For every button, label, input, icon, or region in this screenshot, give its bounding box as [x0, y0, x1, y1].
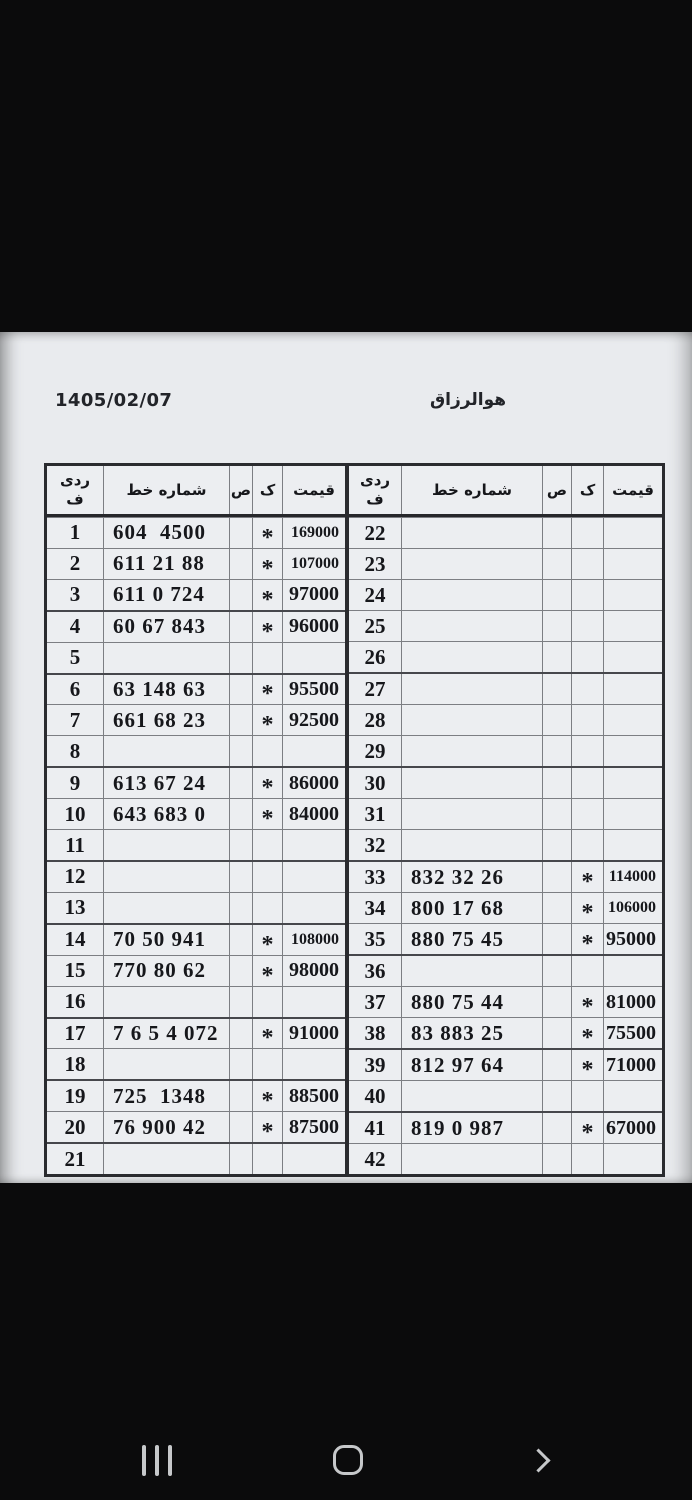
s-cell [229, 799, 252, 829]
mark-cell [571, 705, 603, 735]
price-cell: 107000 [282, 549, 345, 579]
table-row [349, 1048, 662, 1083]
header-phone-column: شماره خط [401, 466, 542, 514]
price-cell: 87500 [282, 1112, 345, 1142]
mark-cell: * [252, 518, 282, 548]
s-cell [229, 675, 252, 705]
mark-cell [252, 893, 282, 923]
row-number-cell: 36 [364, 958, 386, 983]
back-button[interactable] [518, 1436, 566, 1484]
phone-number-cell: 63 148 63 [103, 675, 229, 705]
phone-number-cell [103, 862, 229, 892]
price-cell [603, 736, 662, 766]
mark-cell [252, 1049, 282, 1079]
mark-cell: * [252, 580, 282, 610]
s-cell [542, 956, 571, 986]
price-cell: 98000 [282, 956, 345, 986]
s-cell [229, 987, 252, 1017]
phone-number-cell [401, 705, 542, 735]
row-number-cell: 11 [65, 832, 85, 857]
row-number-cell: 34 [364, 895, 386, 920]
s-cell [542, 705, 571, 735]
scanned-document [0, 332, 692, 1183]
price-cell [282, 1144, 345, 1174]
s-cell [542, 580, 571, 610]
s-cell [229, 549, 252, 579]
document-date: 1405/02/07 [55, 390, 173, 411]
mark-cell: * [252, 799, 282, 829]
phone-number-cell [401, 549, 542, 579]
mark-cell [571, 1144, 603, 1174]
price-cell [603, 518, 662, 548]
price-cell [603, 580, 662, 610]
mark-cell: * [252, 1112, 282, 1142]
row-number-cell: 14 [64, 927, 86, 952]
phone-number-cell: 770 80 62 [103, 956, 229, 986]
row-number-cell: 22 [364, 520, 386, 545]
phone-number-cell [401, 736, 542, 766]
s-cell [542, 549, 571, 579]
row-number-cell: 20 [64, 1114, 86, 1139]
phone-number-cell [103, 987, 229, 1017]
mark-cell [571, 518, 603, 548]
s-cell [229, 736, 252, 766]
s-cell [542, 799, 571, 829]
mark-cell: * [252, 1019, 282, 1049]
header-row-label-line2: ف [366, 490, 384, 508]
table-row [47, 642, 345, 673]
price-cell [603, 1144, 662, 1174]
phone-number-cell [401, 642, 542, 672]
s-cell [542, 1113, 571, 1143]
table-row [47, 673, 345, 708]
price-cell: 81000 [603, 987, 662, 1017]
row-number-cell: 31 [364, 801, 386, 826]
row-number-cell: 21 [64, 1146, 86, 1171]
price-cell [603, 611, 662, 641]
header-row-label-line2: ف [66, 490, 84, 508]
mark-cell [571, 799, 603, 829]
row-number-cell: 3 [69, 582, 81, 607]
mark-cell: * [571, 924, 603, 954]
s-cell [542, 1081, 571, 1111]
s-cell [542, 642, 571, 672]
table-header-row [349, 466, 662, 517]
table-row [349, 579, 662, 610]
chevron-right-icon [526, 1448, 550, 1472]
s-cell [229, 1081, 252, 1111]
price-cell: 108000 [282, 925, 345, 955]
row-number-cell: 41 [364, 1115, 386, 1140]
row-number-cell: 37 [364, 989, 386, 1014]
phone-number-cell [401, 580, 542, 610]
table-header-row [47, 466, 345, 517]
price-cell [282, 830, 345, 860]
mark-cell [571, 549, 603, 579]
row-number-cell: 1 [69, 520, 81, 545]
table-row [349, 548, 662, 579]
price-cell [603, 642, 662, 672]
table-row [47, 610, 345, 645]
row-number-cell: 39 [364, 1052, 386, 1077]
table-row [349, 672, 662, 704]
mark-cell: * [571, 893, 603, 923]
phone-number-cell [401, 611, 542, 641]
price-cell: 67000 [603, 1113, 662, 1143]
mark-cell [571, 1081, 603, 1111]
s-cell [229, 1112, 252, 1142]
table-row [349, 923, 662, 957]
row-number-cell: 30 [364, 770, 386, 795]
s-cell [229, 643, 252, 673]
phone-number-cell [103, 736, 229, 766]
price-table [44, 463, 665, 1177]
s-cell [229, 862, 252, 892]
mark-cell [571, 642, 603, 672]
row-number-cell: 38 [364, 1020, 386, 1045]
row-number-cell: 32 [364, 832, 386, 857]
table-row [47, 1079, 345, 1115]
header-row-label-line1: ردی [359, 471, 391, 490]
table-row [349, 766, 662, 798]
price-cell [282, 893, 345, 923]
mark-cell: * [571, 1050, 603, 1080]
s-cell [229, 893, 252, 923]
mark-cell: * [571, 1018, 603, 1048]
row-number-cell: 13 [64, 895, 86, 920]
price-cell [603, 799, 662, 829]
table-row [47, 1048, 345, 1079]
table-row [349, 1143, 662, 1174]
home-squircle-icon [333, 1445, 363, 1475]
table-row [47, 986, 345, 1017]
mark-cell: * [252, 1081, 282, 1111]
row-number-cell: 27 [364, 676, 386, 701]
table-row [47, 517, 345, 551]
table-row [349, 1111, 662, 1146]
mark-cell: * [252, 612, 282, 642]
price-cell: 86000 [282, 768, 345, 798]
phone-number-cell: 819 0 987 [401, 1113, 542, 1143]
phone-number-cell: 613 67 24 [103, 768, 229, 798]
phone-number-cell: 880 75 45 [401, 924, 542, 954]
phone-number-cell [401, 956, 542, 986]
table-row [349, 860, 662, 895]
row-number-cell: 40 [364, 1083, 386, 1108]
price-cell [282, 1049, 345, 1079]
row-number-cell: 25 [364, 613, 386, 638]
mark-cell [571, 956, 603, 986]
table-row [47, 766, 345, 802]
table-row [47, 1142, 345, 1174]
phone-number-cell: 800 17 68 [401, 893, 542, 923]
row-number-cell: 33 [364, 864, 386, 889]
phone-number-cell [401, 1144, 542, 1174]
s-cell [542, 924, 571, 954]
row-number-cell: 28 [364, 707, 386, 732]
header-s-column: ص [229, 466, 252, 514]
price-cell: 95500 [282, 675, 345, 705]
table-row [47, 548, 345, 582]
price-cell: 88500 [282, 1081, 345, 1111]
row-number-cell: 2 [69, 551, 81, 576]
table-row [47, 829, 345, 860]
mark-cell [571, 611, 603, 641]
price-cell [282, 643, 345, 673]
s-cell [542, 1144, 571, 1174]
price-cell: 95000 [603, 924, 662, 954]
mark-cell [252, 643, 282, 673]
phone-number-cell: 643 683 0 [103, 799, 229, 829]
mark-cell: * [252, 675, 282, 705]
table-right-half [345, 466, 662, 1174]
mark-cell: * [252, 925, 282, 955]
price-cell [603, 674, 662, 704]
s-cell [542, 611, 571, 641]
price-cell: 91000 [282, 1019, 345, 1049]
price-cell: 96000 [282, 612, 345, 642]
phone-number-cell [401, 830, 542, 860]
header-row-column [349, 466, 401, 514]
table-row [47, 579, 345, 613]
header-s-column: ص [542, 466, 571, 514]
row-number-cell: 23 [364, 551, 386, 576]
mark-cell [571, 768, 603, 798]
price-cell [603, 768, 662, 798]
table-row [349, 1017, 662, 1051]
row-number-cell: 24 [364, 582, 386, 607]
table-row [349, 517, 662, 548]
s-cell [229, 1019, 252, 1049]
row-number-cell: 17 [64, 1020, 86, 1045]
s-cell [542, 1050, 571, 1080]
phone-number-cell [401, 799, 542, 829]
phone-number-cell: 880 75 44 [401, 987, 542, 1017]
recents-button[interactable] [133, 1436, 181, 1484]
recents-bars-icon [142, 1445, 172, 1476]
price-cell [603, 956, 662, 986]
table-row [349, 1080, 662, 1111]
mark-cell [252, 830, 282, 860]
mark-cell [252, 736, 282, 766]
table-row [47, 1017, 345, 1052]
phone-number-cell: 7 6 5 4 072 [103, 1019, 229, 1049]
s-cell [542, 674, 571, 704]
price-cell [603, 705, 662, 735]
s-cell [542, 1018, 571, 1048]
s-cell [229, 830, 252, 860]
price-cell: 114000 [603, 862, 662, 892]
s-cell [542, 518, 571, 548]
phone-number-cell [401, 674, 542, 704]
table-row [349, 829, 662, 860]
s-cell [229, 705, 252, 735]
table-row [349, 610, 662, 641]
mark-cell [252, 862, 282, 892]
phone-number-cell: 611 21 88 [103, 549, 229, 579]
phone-number-cell: 604 4500 [103, 518, 229, 548]
phone-number-cell [401, 518, 542, 548]
home-button[interactable] [324, 1436, 372, 1484]
mark-cell [571, 674, 603, 704]
price-cell: 71000 [603, 1050, 662, 1080]
mark-cell [571, 580, 603, 610]
document-title: هوالرزاق [429, 390, 507, 410]
mark-cell: * [571, 987, 603, 1017]
s-cell [542, 830, 571, 860]
table-left-half [47, 466, 345, 1174]
row-number-cell: 18 [64, 1051, 86, 1076]
phone-number-cell [103, 893, 229, 923]
row-number-cell: 35 [364, 926, 386, 951]
table-row [47, 1111, 345, 1146]
header-k-column: ک [252, 466, 282, 514]
s-cell [542, 736, 571, 766]
phone-number-cell [103, 643, 229, 673]
mark-cell: * [252, 549, 282, 579]
phone-number-cell: 611 0 724 [103, 580, 229, 610]
s-cell [229, 925, 252, 955]
s-cell [229, 1049, 252, 1079]
mark-cell: * [252, 768, 282, 798]
header-phone-column: شماره خط [103, 466, 229, 514]
row-number-cell: 5 [69, 645, 81, 670]
row-number-cell: 9 [69, 770, 81, 795]
phone-number-cell: 70 50 941 [103, 925, 229, 955]
table-row [349, 892, 662, 926]
phone-number-cell: 76 900 42 [103, 1112, 229, 1142]
row-number-cell: 42 [364, 1146, 386, 1171]
row-number-cell: 8 [69, 738, 81, 763]
price-cell [282, 862, 345, 892]
phone-number-cell: 661 68 23 [103, 705, 229, 735]
s-cell [229, 956, 252, 986]
s-cell [229, 1144, 252, 1174]
phone-number-cell: 83 883 25 [401, 1018, 542, 1048]
table-row [47, 798, 345, 833]
table-row [349, 986, 662, 1020]
header-row-column [47, 466, 103, 514]
table-row [349, 954, 662, 986]
phone-number-cell: 60 67 843 [103, 612, 229, 642]
row-number-cell: 19 [64, 1083, 86, 1108]
header-price-column: قیمت [603, 466, 662, 514]
phone-number-cell [103, 1144, 229, 1174]
table-row [47, 735, 345, 766]
price-cell [282, 987, 345, 1017]
s-cell [542, 862, 571, 892]
phone-number-cell: 832 32 26 [401, 862, 542, 892]
phone-number-cell: 812 97 64 [401, 1050, 542, 1080]
mark-cell [252, 987, 282, 1017]
s-cell [229, 518, 252, 548]
row-number-cell: 10 [64, 801, 86, 826]
mark-cell: * [252, 705, 282, 735]
table-row [47, 704, 345, 739]
price-cell: 169000 [282, 518, 345, 548]
table-row [349, 798, 662, 829]
phone-number-cell [401, 1081, 542, 1111]
price-cell: 97000 [282, 580, 345, 610]
price-cell [282, 736, 345, 766]
table-row [349, 641, 662, 672]
phone-number-cell: 725 1348 [103, 1081, 229, 1111]
phone-number-cell [103, 830, 229, 860]
table-row [349, 735, 662, 766]
s-cell [542, 768, 571, 798]
row-number-cell: 16 [64, 989, 86, 1014]
table-row [47, 955, 345, 989]
mark-cell [252, 1144, 282, 1174]
phone-number-cell [103, 1049, 229, 1079]
price-cell: 84000 [282, 799, 345, 829]
row-number-cell: 7 [69, 707, 81, 732]
table-row [47, 860, 345, 892]
price-cell: 92500 [282, 705, 345, 735]
row-number-cell: 6 [69, 676, 81, 701]
s-cell [229, 768, 252, 798]
price-cell [603, 549, 662, 579]
mark-cell [571, 736, 603, 766]
mark-cell: * [252, 956, 282, 986]
s-cell [542, 987, 571, 1017]
header-k-column: ک [571, 466, 603, 514]
mark-cell [571, 830, 603, 860]
mark-cell: * [571, 862, 603, 892]
row-number-cell: 26 [364, 644, 386, 669]
s-cell [229, 612, 252, 642]
table-row [47, 892, 345, 923]
table-row [349, 704, 662, 735]
mark-cell: * [571, 1113, 603, 1143]
phone-number-cell [401, 768, 542, 798]
header-row-label-line1: ردی [59, 471, 91, 490]
row-number-cell: 15 [64, 958, 86, 983]
price-cell: 75500 [603, 1018, 662, 1048]
row-number-cell: 29 [364, 738, 386, 763]
row-number-cell: 4 [69, 614, 81, 639]
price-cell [603, 830, 662, 860]
android-navbar [0, 1436, 692, 1484]
price-cell: 106000 [603, 893, 662, 923]
price-cell [603, 1081, 662, 1111]
header-price-column: قیمت [282, 466, 345, 514]
table-row [47, 923, 345, 958]
s-cell [542, 893, 571, 923]
row-number-cell: 12 [64, 864, 86, 889]
s-cell [229, 580, 252, 610]
